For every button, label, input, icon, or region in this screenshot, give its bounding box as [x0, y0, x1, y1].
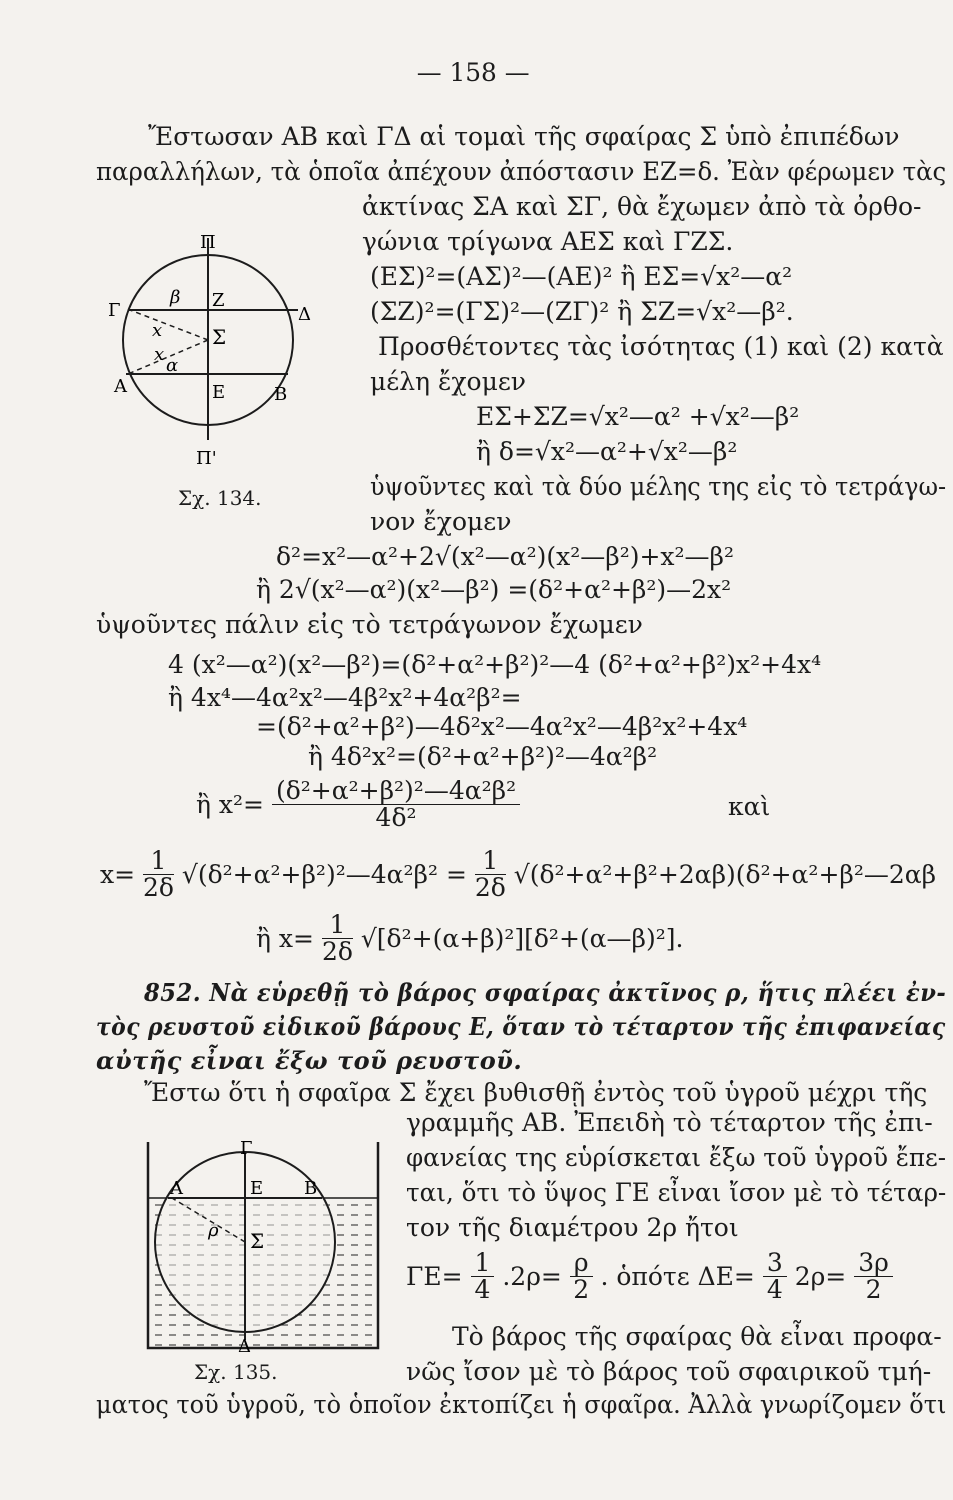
fraction — [475, 848, 506, 901]
fraction-denominator: 4 — [474, 1275, 491, 1304]
label-top: Π — [200, 232, 216, 253]
text-line: ὑψοῦντες πάλιν εἰς τὸ τετράγωνον ἔχωμεν — [96, 610, 643, 639]
equation: ἢ 4δ²x²=(δ²+α²+β²)²—4α²β² — [308, 742, 658, 771]
figure-134 — [108, 228, 328, 488]
fraction-denominator: 4δ² — [375, 803, 417, 832]
text-line: ὑψοῦντες καὶ τὰ δύο μέλης της εἰς τὸ τετράγω- — [370, 472, 947, 501]
fraction — [854, 1250, 893, 1303]
label-b: Β — [274, 384, 288, 405]
fraction — [763, 1250, 787, 1303]
text-line: τον τῆς διαμέτρου 2ρ ἤτοι — [406, 1213, 739, 1242]
eq-prefix: ἢ x= — [256, 924, 314, 953]
fraction — [570, 1250, 593, 1303]
fraction-denominator: 2δ — [321, 937, 353, 966]
fraction-numerator: 1 — [143, 848, 174, 875]
problem-heading: τὸς ρευστοῦ εἰδικοῦ βάρους Ε, ὅταν τὸ τέταρτον τῆς ἐπιφανείας — [96, 1012, 946, 1041]
equation-fraction-line — [406, 1250, 893, 1303]
text-line: φανείας της εὑρίσκεται ἔξω τοῦ ὑγροῦ ἔπε- — [406, 1143, 947, 1172]
text-line: μέλη ἔχομεν — [370, 367, 526, 396]
label-alpha: α — [166, 355, 179, 376]
equation: =(δ²+α²+β²)—4δ²x²—4α²x²—4β²x²+4x⁴ — [256, 712, 748, 741]
eq-body: .2ρ= — [502, 1262, 562, 1291]
label-d: Δ — [238, 1336, 251, 1355]
problem-heading: 852. Νὰ εὑρεθῇ τὸ βάρος σφαίρας ἀκτῖνος ρ, ἥτις πλέει ἐν- — [144, 978, 947, 1007]
label-e: Ε — [212, 382, 226, 403]
fraction-numerator: 1 — [471, 1250, 495, 1277]
fraction-numerator: 3ρ — [854, 1250, 893, 1277]
fraction-numerator: 1 — [322, 912, 353, 939]
label-e: Ε — [250, 1178, 264, 1199]
fraction-denominator: 4 — [766, 1275, 783, 1304]
equation-fraction-line — [100, 848, 936, 901]
equation: (ΣΖ)²=(ΓΣ)²—(ΖΓ)² ἢ ΣΖ=√x²—β². — [370, 297, 794, 326]
label-x1: x — [152, 320, 163, 341]
equation: (ΕΣ)²=(ΑΣ)²—(ΑΕ)² ἢ ΕΣ=√x²—α² — [370, 262, 793, 291]
text-line: γραμμῆς ΑΒ. Ἐπειδὴ τὸ τέταρτον τῆς ἐπι- — [406, 1108, 933, 1137]
fraction — [322, 912, 353, 965]
label-rho: ρ — [208, 1220, 219, 1241]
label-g: Γ — [108, 300, 121, 321]
label-z: Ζ — [212, 290, 225, 311]
text-line: Τὸ βάρος τῆς σφαίρας θὰ εἶναι προφα- — [452, 1322, 942, 1351]
equation: δ²=x²—α²+2√(x²—α²)(x²—β²)+x²—β² — [276, 542, 735, 571]
fraction-numerator: ρ — [570, 1250, 593, 1277]
eq-body: √(δ²+α²+β²)²—4α²β² = — [181, 860, 467, 889]
eq-prefix: x= — [100, 860, 136, 889]
fraction-numerator: 1 — [475, 848, 506, 875]
equation-fraction-line — [256, 912, 683, 965]
eq-prefix: ΓΕ= — [406, 1262, 463, 1291]
text-line: ματος τοῦ ὑγροῦ, τὸ ὁποῖον ἐκτοπίζει ἡ σφαῖρα. Ἀλλὰ γνωρίζομεν ὅτι — [96, 1390, 947, 1419]
figure-caption: Σχ. 135. — [194, 1360, 278, 1384]
eq-prefix: ἢ x²= — [196, 790, 264, 819]
equation: 4 (x²—α²)(x²—β²)=(δ²+α²+β²)²—4 (δ²+α²+β²)x²+4x⁴ — [168, 650, 822, 679]
fraction-numerator: 3 — [763, 1250, 787, 1277]
text-line: Προσθέτοντες τὰς ἰσότητας (1) καὶ (2) κατὰ — [378, 332, 944, 361]
label-d: Δ — [298, 304, 311, 325]
eq-body: √(δ²+α²+β²+2αβ)(δ²+α²+β²—2αβ — [513, 860, 937, 889]
fraction — [143, 848, 174, 901]
eq-body: . ὁπότε ΔΕ= — [600, 1262, 755, 1291]
radius-sg — [130, 310, 208, 340]
label-a: Α — [170, 1178, 183, 1199]
label-g: Γ — [240, 1140, 253, 1159]
fraction — [272, 778, 520, 831]
page-number: — 158 — — [416, 58, 530, 87]
text-line: ται, ὅτι τὸ ὕψος ΓΕ εἶναι ἴσον μὲ τὸ τέταρ- — [406, 1178, 947, 1207]
figure-135 — [140, 1140, 390, 1355]
fraction — [471, 1250, 495, 1303]
text-line: καὶ — [728, 792, 771, 821]
label-a: Α — [114, 376, 127, 397]
problem-heading: αὐτῆς εἶναι ἔξω τοῦ ρευστοῦ. — [96, 1046, 523, 1075]
label-sigma: Σ — [250, 1229, 265, 1253]
text-line: Ἔστω ὅτι ἡ σφαῖρα Σ ἔχει βυθισθῇ ἐντὸς τοῦ ὑγροῦ μέχρι τῆς — [144, 1078, 928, 1107]
fraction-denominator: 2δ — [143, 873, 174, 902]
fraction-denominator: 2 — [573, 1275, 590, 1304]
label-bottom: Π' — [196, 448, 217, 469]
figure-caption: Σχ. 134. — [178, 486, 262, 510]
equation-fraction-line — [196, 778, 520, 831]
fraction-denominator: 2 — [865, 1275, 882, 1304]
text-line: νῶς ἴσον μὲ τὸ βάρος τοῦ σφαιρικοῦ τμή- — [406, 1357, 932, 1386]
fraction-numerator: (δ²+α²+β²)²—4α²β² — [272, 778, 520, 805]
equation: ἢ 2√(x²—α²)(x²—β²) =(δ²+α²+β²)—2x² — [256, 575, 732, 604]
label-beta: β — [170, 287, 181, 308]
text-line: Ἔστωσαν ΑΒ καὶ ΓΔ αἱ τομαὶ τῆς σφαίρας Σ ὑπὸ ἐπιπέδων — [148, 122, 900, 151]
fraction-denominator: 2δ — [474, 873, 506, 902]
text-line: παραλλήλων, τὰ ὁποῖα ἀπέχουν ἀπόστασιν ΕΖ=δ. Ἐὰν φέρωμεν τὰς — [96, 157, 947, 186]
eq-body: 2ρ= — [794, 1262, 847, 1291]
eq-body: √[δ²+(α+β)²][δ²+(α—β)²]. — [360, 924, 684, 953]
text-line: νον ἔχομεν — [370, 507, 512, 536]
label-b: Β — [304, 1178, 318, 1199]
equation: ἢ δ=√x²—α²+√x²—β² — [476, 437, 738, 466]
label-sigma: Σ — [212, 325, 227, 349]
equation: ΕΣ+ΣΖ=√x²—α² +√x²—β² — [476, 402, 800, 431]
text-line: γώνια τρίγωνα ΑΕΣ καὶ ΓΖΣ. — [362, 227, 734, 256]
label-x2: x — [154, 344, 165, 365]
equation: ἢ 4x⁴—4α²x²—4β²x²+4α²β²= — [168, 683, 522, 712]
text-line: ἀκτίνας ΣΑ καὶ ΣΓ, θὰ ἔχωμεν ἀπὸ τὰ ὀρθο- — [362, 192, 922, 221]
